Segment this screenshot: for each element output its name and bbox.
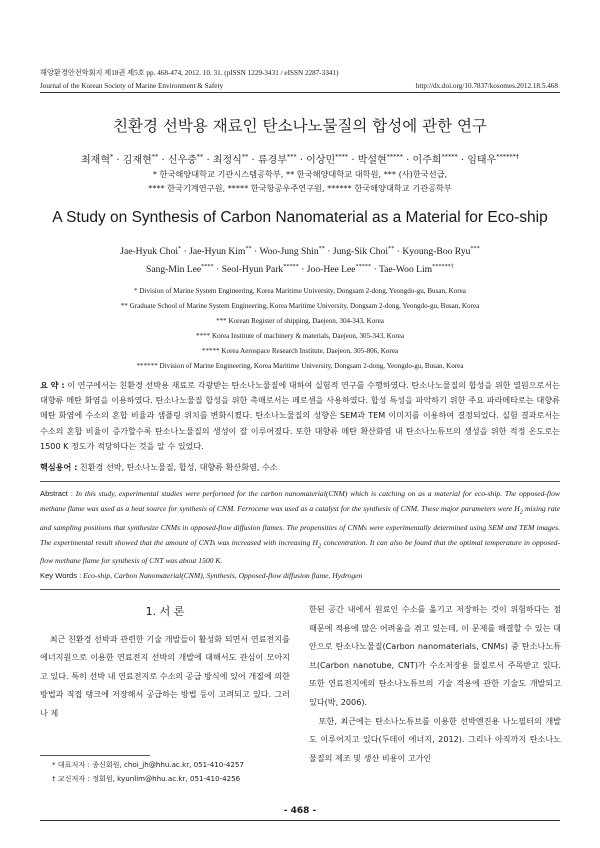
abstract-divider <box>40 481 560 482</box>
author-affiliation-mark: ** <box>151 152 159 161</box>
authors-english-line2 <box>0 264 600 275</box>
affiliation-english: **** Korea Institute of machinery & materials, Daejeon, 305-343, Korea <box>195 332 404 340</box>
subscript-2: 2 <box>519 508 523 516</box>
journal-header-en: Journal of the Korean Society of Marine Environment & Safety <box>40 82 224 90</box>
affiliations-korean-line1: * 한국해양대학교 기관시스템공학부, ** 한국해양대학교 대학원, *** (사)한국선급, <box>152 169 448 179</box>
footnote-corresponding-author: * 대표저자 : 종신회원, choi_jh@hhu.ac.kr, 051-410-4257 <box>52 760 244 769</box>
abstract-korean-label: 요 약 : <box>40 380 65 390</box>
footnote-communicating-author: † 교신저자 : 정회원, kyunlim@hhu.ac.kr, 051-410-4256 <box>52 774 241 783</box>
author-name: 류경부 <box>257 155 287 166</box>
author-name: Woo-Jung Shin <box>259 246 319 257</box>
author-name: Jae-Hyun Kim <box>189 246 246 257</box>
journal-header-kr: 해양환경안전학회지 제18권 제5호 pp. 468-474, 2012. 10. 31. (pISSN 1229-3431 / eISSN 2287-3341) <box>40 69 339 77</box>
author-affiliation-mark: ** <box>196 152 204 161</box>
author-separator: · <box>158 155 168 166</box>
doi-link[interactable]: http://dx.doi.org/10.7837/kosomes.2012.18.5.468 <box>415 82 558 90</box>
body-paragraph: 한된 공간 내에서 원료인 수소를 옮기고 저장하는 것이 위험하다는 점 때문에 적용에 많은 어려움을 겪고 있는데, 이 문제를 해결할 수 있는 대안으로 탄소나노물질(Carbon nanomaterials, CNMs) 중 탄소나노튜브(Carbon nanotube, CNT)가 수소저장용 물질로서 주목받고 있다. 또한 연료전지에의 탄소나노튜브의 기술 적용에 관한 기술도 개발되고 있다(박, 2006). <box>309 604 561 707</box>
title-korean: 친환경 선박용 재료인 탄소나노물질의 합성에 관한 연구 <box>113 117 487 135</box>
author-affiliation-mark: ******† <box>496 152 519 161</box>
body-paragraph: 또한, 최근에는 탄소나노튜브를 이용한 선박엔진용 나노필터의 개발도 이루어지고 있다(두데이 에너지, 2012). 그리나 아직까지 탄소나노물질의 제조 및 생산 비용이 고가인 <box>309 715 561 763</box>
author-separator: · <box>371 264 379 275</box>
author-affiliation-mark: ** <box>245 244 252 252</box>
author-name: Joo-Hee Lee <box>306 264 356 275</box>
author-separator: · <box>324 246 333 257</box>
author-name: Kyoung-Boo Ryu <box>402 246 471 257</box>
author-affiliation-mark: ***** <box>386 152 403 161</box>
author-affiliation-mark: ******† <box>432 262 454 270</box>
author-separator: · <box>203 155 213 166</box>
author-separator: · <box>298 264 307 275</box>
keywords-korean <box>40 462 560 473</box>
keywords-english <box>40 571 560 580</box>
author-name: 임태우 <box>467 155 497 166</box>
keywords-english-label: Key Words : <box>40 571 82 580</box>
affiliation-english: ** Graduate School of Marine System Engineering, Korea Maritime University, Dongsam 2-dong, Yeongdo-gu, Busan, Korea <box>120 302 480 310</box>
author-affiliation-mark: * <box>109 152 114 161</box>
author-affiliation-mark: *** <box>286 152 297 161</box>
affiliation-english: ****** Division of Marine Engineering, Korea Maritime University, Dongsam 2-dong, Yeongdo-gu, Busan, Korea <box>136 362 464 370</box>
author-separator: · <box>457 155 468 166</box>
authors-english-line1 <box>0 246 600 257</box>
abstract-english-text-1: In this study, experimental studies were performed for the carbon nanomaterial(CNM) which is catching on as a material for eco-ship. The opposed-flow methane flame was used as a heat source for synthesis of CNM. Ferrocene was used as a catalyst for the synthesis of CNM. These major parameters were H <box>40 489 561 513</box>
author-name: Jung-Sik Choi <box>332 246 389 257</box>
author-affiliation-mark: **** <box>335 152 349 161</box>
author-name: 최재혁 <box>81 155 110 166</box>
affiliation-english: ***** Korea Aerospace Research Institute, Daejeon, 305-806, Korea <box>201 347 399 355</box>
author-separator: · <box>181 246 190 257</box>
abstract-english-label: Abstract : <box>40 489 73 498</box>
author-separator: · <box>394 246 403 257</box>
keywords-english-text: Eco-ship, Carbon Nanomaterial(CNM), Synthesis, Opposed-flow diffusion flame, Hydrogen <box>83 571 363 580</box>
author-name: 이주희 <box>412 155 442 166</box>
keywords-korean-label: 핵심용어 : <box>40 462 78 472</box>
body-paragraph: 최근 친환경 선박과 관련한 기술 개발들이 활성화 되면서 연료전지를 에너지원으로 이용한 연료전지 선박의 개발에 대해서도 관심이 모아지고 있다. 특히 선박 내 연료전지로 수소의 공급 방식에 있어 개질에 의한 방법과 직접 탱크에 저장해서 공급하는 방법 등이 고려되고 있다. 그러나 제 <box>40 634 290 718</box>
author-name: Tae-Woo Lim <box>378 264 433 275</box>
keywords-korean-text: 친환경 선박, 탄소나노물질, 합성, 대향류 확산화염, 수소 <box>79 462 278 472</box>
author-name: Jae-Hyuk Choi <box>120 246 179 257</box>
author-separator: · <box>213 264 222 275</box>
author-affiliation-mark: **** <box>201 262 214 270</box>
body-column-left <box>40 630 290 722</box>
subscript-2: 2 <box>318 542 322 550</box>
keywords-divider <box>40 589 560 590</box>
authors-korean <box>0 151 600 166</box>
author-affiliation-mark: * <box>178 244 182 252</box>
abstract-english-text-2: mixing rate and sampling positions that synthesize CNMs in opposed-flow diffusion flames. The propensities of CNMs were experimentally determined using SEM and TEM images. The experimental result showed that the amount of CNTs was increased with increasing H <box>40 504 560 547</box>
author-name: 이상민 <box>306 155 336 166</box>
footer-divider <box>40 820 560 821</box>
author-affiliation-mark: ** <box>318 244 325 252</box>
author-separator: · <box>296 155 307 166</box>
author-affiliation-mark: *** <box>470 244 480 252</box>
abstract-korean-text: 이 연구에서는 친환경 선박용 재료로 각광받는 탄소나노물질에 대하여 실험적 연구를 수행하였다. 탄소나노물질의 합성을 위한 열원으로서는 대향류 메탄 화염을 이용하였다. 탄소나노물질 합성을 위한 촉매로서는 페로센을 사용하였다. 합성 특성을 파악하기 위한 주요 파라메타로는 대향류 메탄 화염에 수소의 혼합 비율과 샘플링 위치를 변화시켰다. 탄소나노물질의 성향은 SEM과 TEM 이미지를 이용하여 결정되었다. 실험 결과로서는 수소의 혼합 비율이 증가할수록 탄소나노물질의 생성이 잘 이루어졌다. 또한 대향류 메탄 확산화염 내 탄소나노튜브의 생성을 위한 적정 온도로는 1500 K 정도가 적당하다는 것을 알 수 있었다. <box>40 380 560 451</box>
author-name: Sang-Min Lee <box>146 264 202 275</box>
author-separator: · <box>348 155 358 166</box>
author-separator: · <box>248 155 258 166</box>
author-separator: · <box>113 155 123 166</box>
footnote-divider <box>40 755 150 756</box>
author-name: Seol-Hyun Park <box>221 264 284 275</box>
author-affiliation-mark: ***** <box>355 262 372 270</box>
author-name: 최정식 <box>212 155 242 166</box>
author-affiliation-mark: ** <box>388 244 395 252</box>
abstract-korean <box>40 378 560 454</box>
author-separator: · <box>251 246 260 257</box>
author-name: 김재현 <box>122 155 152 166</box>
section-heading-introduction: 1. 서 론 <box>145 605 185 618</box>
author-name: 신우중 <box>167 155 197 166</box>
author-name: 박설현 <box>357 155 387 166</box>
affiliations-korean-line2: **** 한국기계연구원, ***** 한국항공우주연구원, ****** 한국해양대학교 기관공학부 <box>148 183 452 193</box>
affiliation-english: * Division of Marine System Engineering, Korea Maritime University, Dongsam 2-dong, Yeongdo-gu, Busan, Korea <box>134 287 466 295</box>
author-separator: · <box>402 155 413 166</box>
author-affiliation-mark: ***** <box>283 262 299 270</box>
title-english: A Study on Synthesis of Carbon Nanomaterial as a Material for Eco-ship <box>52 209 548 226</box>
abstract-english-text-3: concentration. It can also be found that the optimal temperature in opposed-flow methane flame for synthesis of CNT was about 1500 K. <box>40 537 560 566</box>
header-divider <box>40 92 560 93</box>
author-affiliation-mark: ** <box>241 152 249 161</box>
affiliation-english: *** Korean Register of shipping, Daejeon, 304-343, Korea <box>216 317 384 325</box>
abstract-english <box>40 486 560 568</box>
body-column-right <box>309 600 561 767</box>
page-number: - 468 - <box>283 806 317 816</box>
author-affiliation-mark: ***** <box>441 152 458 161</box>
